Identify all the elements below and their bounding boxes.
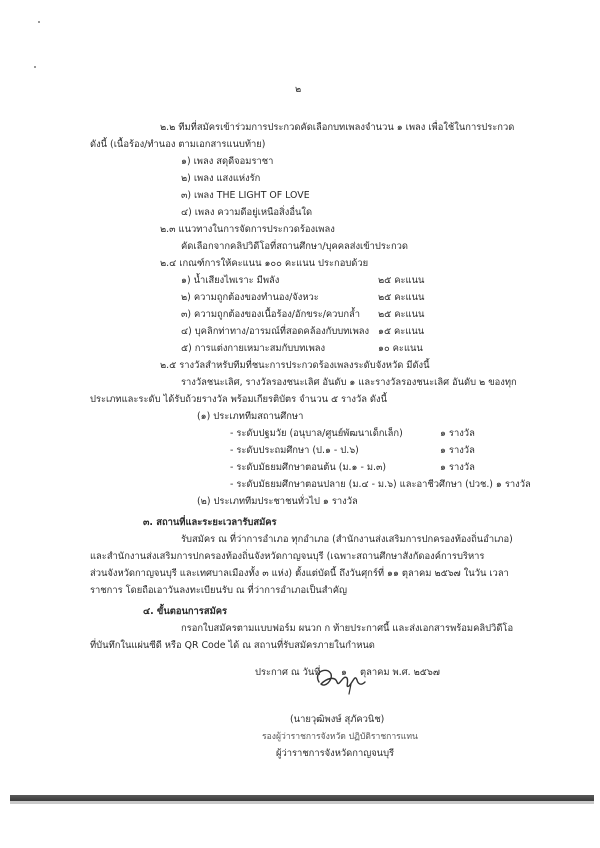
award-level: - ระดับมัธยมศึกษาตอนปลาย (ม.๔ - ม.๖) และอาชีวศึกษา (ปวช.) ๑ รางวัล — [230, 479, 531, 490]
announce-prefix: ประกาศ ณ วันที่ — [255, 667, 321, 678]
criteria-label: ๑) น้ำเสียงไพเราะ มีพลัง — [181, 275, 280, 286]
award-level: - ระดับปฐมวัย (อนุบาล/ศูนย์พัฒนาเด็กเล็ก) — [230, 428, 403, 439]
page-bottom-shadow — [10, 801, 594, 804]
section-2-3-text: คัดเลือกจากคลิปวิดีโอที่สถานศึกษา/บุคคลส่งเข้าประกวด — [181, 241, 408, 252]
section-3-line: และสำนักงานส่งเสริมการปกครองท้องถิ่นจังหวัดกาญจนบุรี (เฉพาะสถานศึกษาสังกัดองค์การบริหาร — [90, 551, 485, 562]
criteria-label: ๕) การแต่งกายเหมาะสมกับบทเพลง — [181, 343, 326, 354]
criteria-label: ๔) บุคลิกท่าทาง/อารมณ์ที่สอดคล้องกับบทเพลง — [181, 326, 370, 337]
song-item: ๒) เพลง แสงแห่งรัก — [181, 173, 261, 184]
award-type-school: (๑) ประเภททีมสถานศึกษา — [197, 411, 304, 422]
award-level: - ระดับมัธยมศึกษาตอนต้น (ม.๑ - ม.๓) — [230, 462, 387, 473]
scan-speck — [34, 66, 36, 68]
section-4-line: กรอกใบสมัครตามแบบฟอร์ม ผนวก ก ท้ายประกาศนี้ และส่งเอกสารพร้อมคลิปวิดีโอ — [181, 623, 514, 634]
criteria-label: ๒) ความถูกต้องของทำนอง/จังหวะ — [181, 292, 319, 303]
announce-suffix: ตุลาคม พ.ศ. ๒๕๖๗ — [360, 667, 440, 678]
criteria-score: ๒๕ คะแนน — [378, 292, 425, 303]
section-4-line: ที่บันทึกในแผ่นซีดี หรือ QR Code ได้ ณ สถานที่รับสมัครภายในกำหนด — [90, 640, 375, 651]
signer-name: (นายวุฒิพงษ์ สุภัควนิช) — [290, 714, 385, 725]
section-3-line: รับสมัคร ณ ที่ว่าการอำเภอ ทุกอำเภอ (สำนักงานส่งเสริมการปกครองท้องถิ่นอำเภอ) — [181, 534, 513, 545]
criteria-score: ๒๕ คะแนน — [378, 309, 425, 320]
section-3-line: ราชการ โดยถือเอาวันลงทะเบียนรับ ณ ที่ว่าการอำเภอเป็นสำคัญ — [90, 585, 347, 596]
song-item: ๔) เพลง ความดีอยู่เหนือสิ่งอื่นใด — [181, 207, 313, 218]
section-2-5-heading: ๒.๕ รางวัลสำหรับทีมที่ชนะการประกวดร้องเพลงระดับจังหวัด มีดังนี้ — [160, 360, 430, 371]
section-3-heading: ๓. สถานที่และระยะเวลารับสมัคร — [143, 517, 277, 528]
section-2-5-para1: รางวัลชนะเลิศ, รางวัลรองชนะเลิศ อันดับ ๑ และรางวัลรองชนะเลิศ อันดับ ๒ ของทุก — [181, 377, 517, 388]
criteria-score: ๑๕ คะแนน — [378, 326, 425, 337]
award-level: - ระดับประถมศึกษา (ป.๑ - ป.๖) — [230, 445, 359, 456]
criteria-score: ๑๐ คะแนน — [378, 343, 423, 354]
signer-position: ผู้ว่าราชการจังหวัดกาญจนบุรี — [276, 748, 395, 759]
section-2-5-para2: ประเภทและระดับ ได้รับถ้วยรางวัล พร้อมเกียรติบัตร จำนวน ๕ รางวัล ดังนี้ — [90, 394, 388, 405]
page-number: ๒ — [295, 84, 302, 95]
section-2-2-line2: ดังนี้ (เนื้อร้อง/ทำนอง ตามเอกสารแนบท้าย) — [90, 139, 266, 150]
section-2-3-heading: ๒.๓ แนวทางในการจัดการประกวดร้องเพลง — [160, 224, 335, 235]
section-2-2-line1: ๒.๒ ทีมที่สมัครเข้าร่วมการประกวดคัดเลือกบทเพลงจำนวน ๑ เพลง เพื่อใช้ในการประกวด — [160, 122, 515, 133]
criteria-score: ๒๕ คะแนน — [378, 275, 425, 286]
handwritten-signature — [311, 664, 371, 696]
section-3-line: ส่วนจังหวัดกาญจนบุรี และเทศบาลเมืองทั้ง ๓ แห่ง) ตั้งแต่บัดนี้ ถึงวันศุกร์ที่ ๑๑ ตุลาคม ๒๕๖๗ ในวัน เวลา — [90, 568, 509, 579]
section-2-4-heading: ๒.๔ เกณฑ์การให้คะแนน ๑๐๐ คะแนน ประกอบด้วย — [160, 258, 369, 269]
scan-speck — [38, 21, 40, 23]
award-count: ๑ รางวัล — [440, 462, 475, 473]
song-item: ๑) เพลง สดุดีจอมราชา — [181, 156, 274, 167]
signer-position: รองผู้ว่าราชการจังหวัด ปฏิบัติราชการแทน — [262, 732, 418, 742]
song-item: ๓) เพลง THE LIGHT OF LOVE — [181, 190, 310, 201]
announce-day: ๑ — [341, 667, 347, 678]
criteria-label: ๓) ความถูกต้องของเนื้อร้อง/อักขระ/ควบกล้ำ — [181, 309, 361, 320]
award-type-public: (๒) ประเภททีมประชาชนทั่วไป ๑ รางวัล — [197, 496, 358, 507]
award-count: ๑ รางวัล — [440, 445, 475, 456]
award-count: ๑ รางวัล — [440, 428, 475, 439]
section-4-heading: ๔. ขั้นตอนการสมัคร — [143, 606, 228, 617]
